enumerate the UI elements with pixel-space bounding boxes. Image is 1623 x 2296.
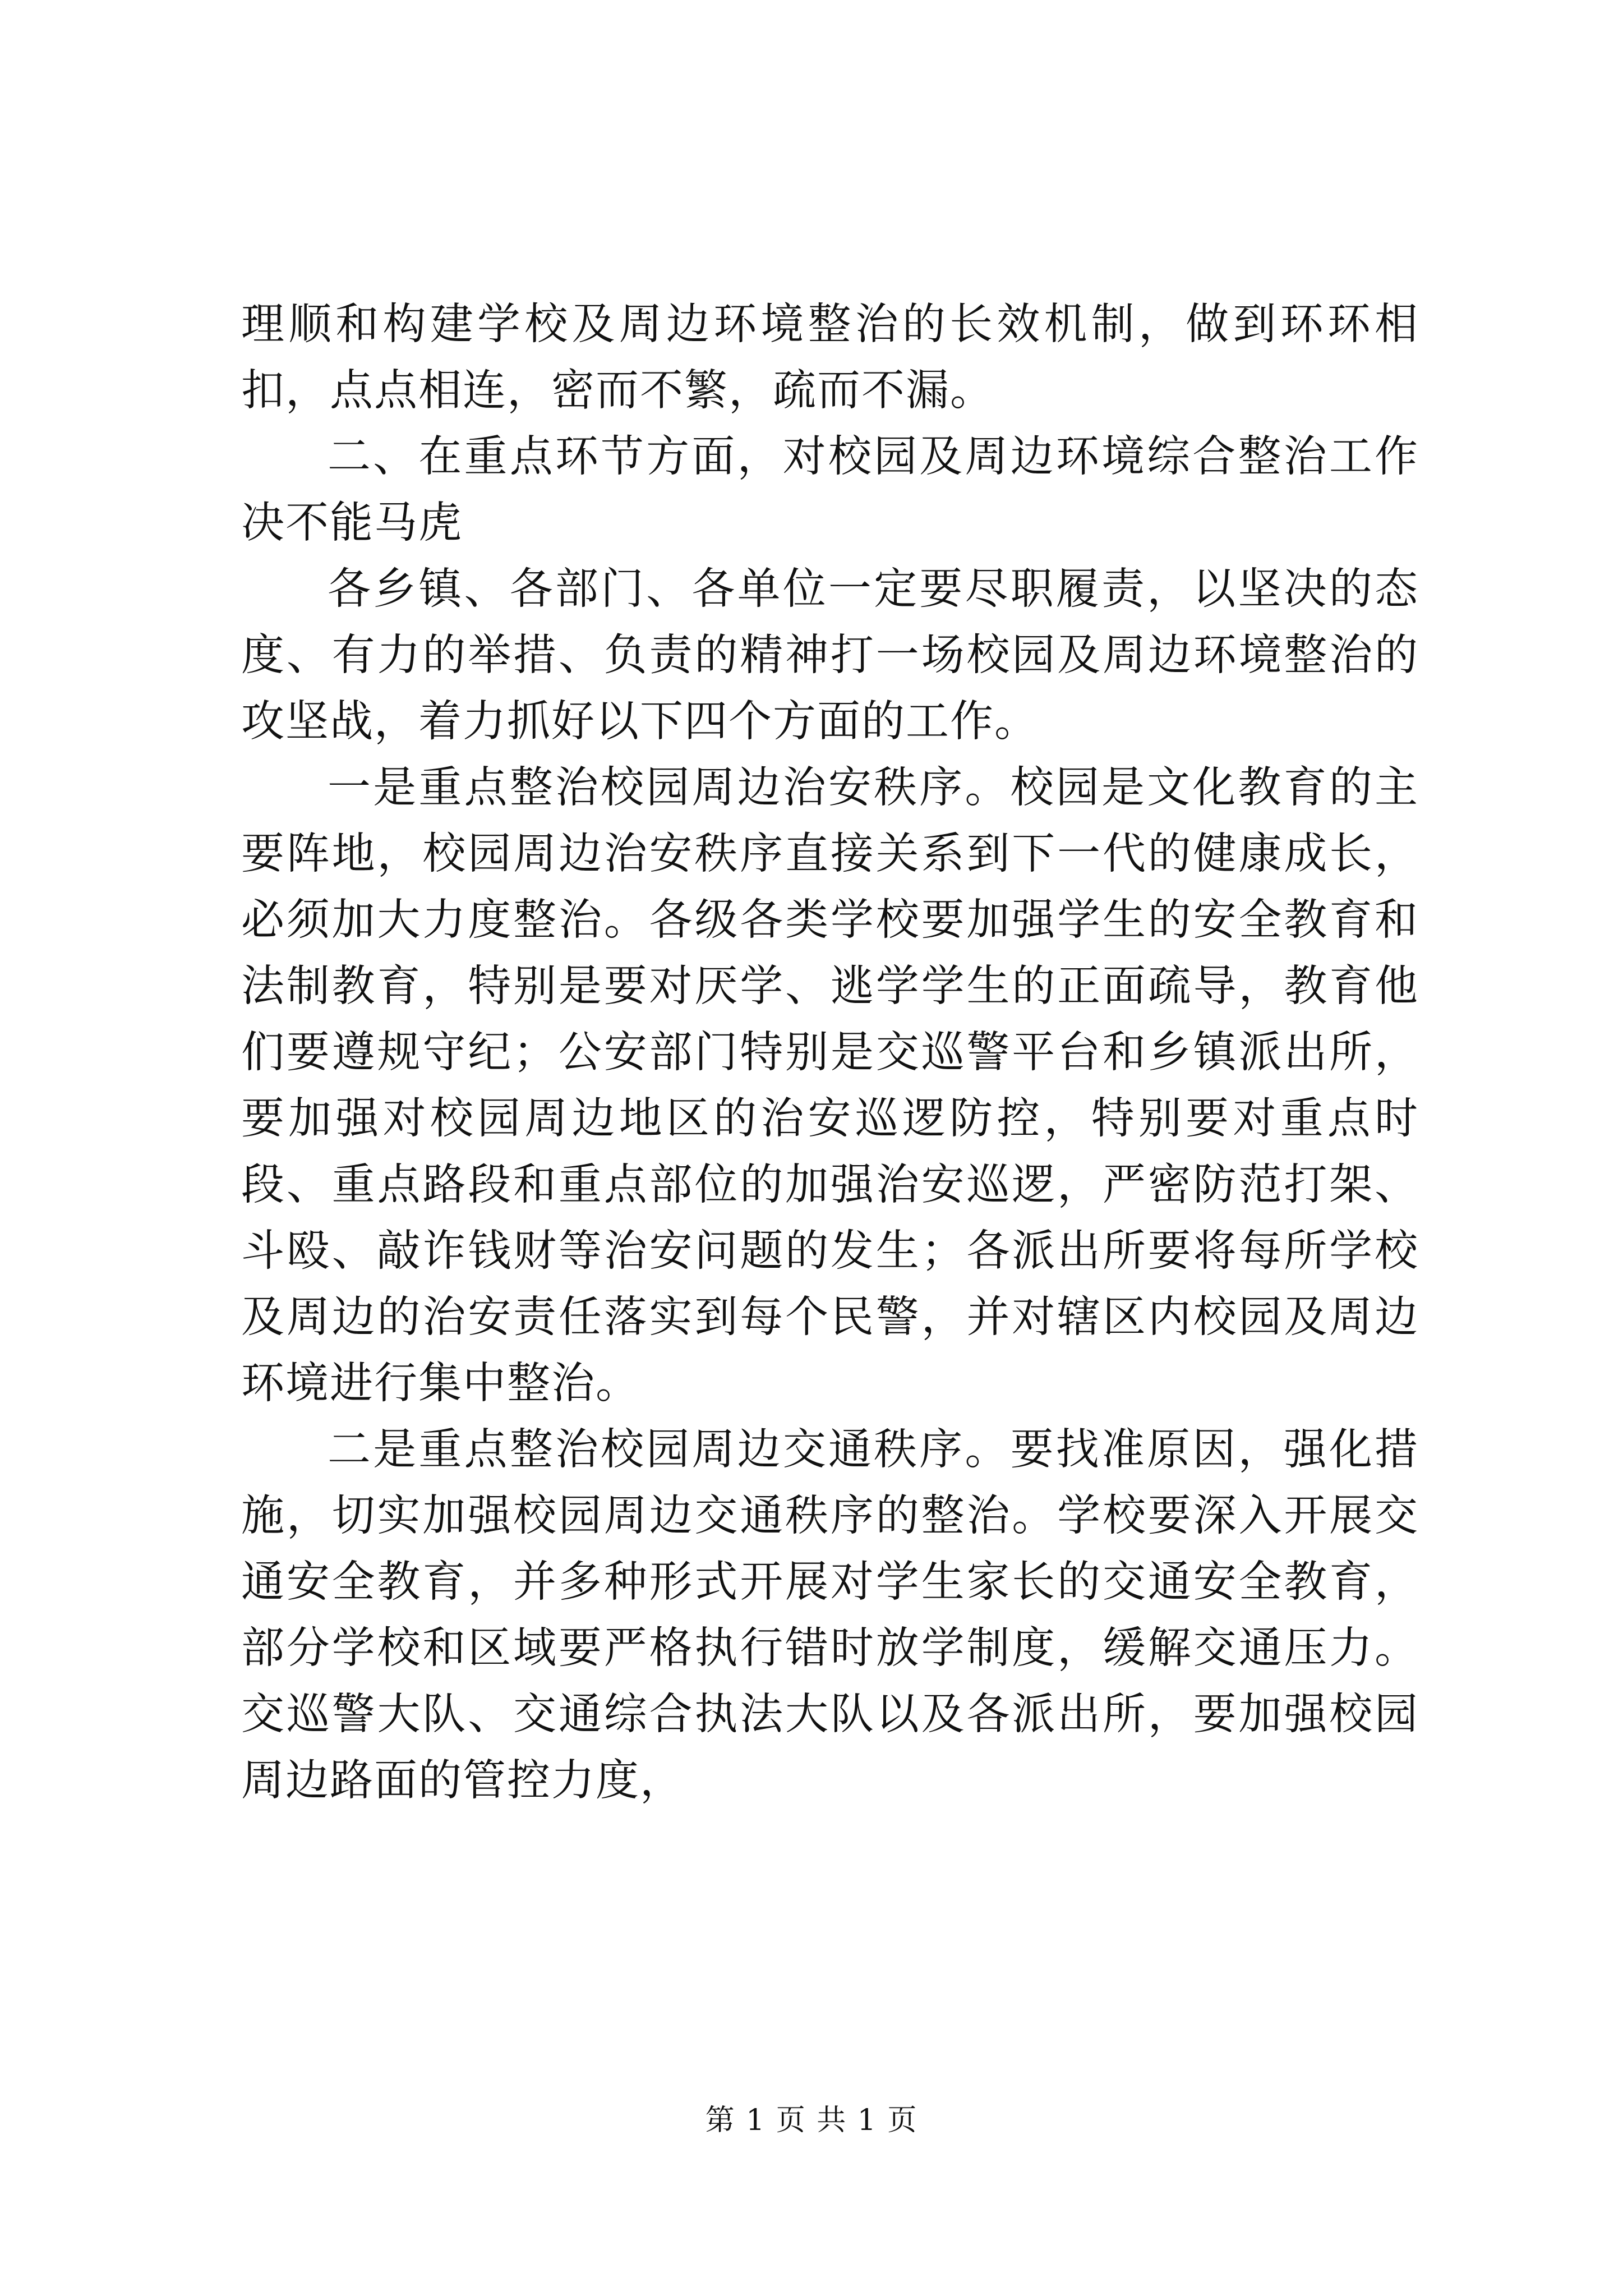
page-footer: 第 1 页 共 1 页 [705, 2104, 918, 2137]
document-body [241, 292, 1419, 1814]
paragraph-security-order: 一是重点整治校园周边治安秩序。校园是文化教育的主要阵地，校园周边治安秩序直接关系到下一代的健康成长，必须加大力度整治。各级各类学校要加强学生的安全教育和法制教育，特别是要对厌学、逃学学生的正面疏导，教育他们要遵规守纪；公安部门特别是交巡警平台和乡镇派出所，要加强对校园周边地区的治安巡逻防控，特别要对重点时段、重点路段和重点部位的加强治安巡逻，严密防范打架、斗殴、敲诈钱财等治安问题的发生；各派出所要将每所学校及周边的治安责任落实到每个民警，并对辖区内校园及周边环境进行集中整治。 [241, 763, 1419, 1409]
paragraph-intro: 各乡镇、各部门、各单位一定要尽职履责，以坚决的态度、有力的举措、负责的精神打一场校园及周边环境整治的攻坚战，着力抓好以下四个方面的工作。 [241, 564, 1419, 747]
paragraph-traffic-order: 二是重点整治校园周边交通秩序。要找准原因，强化措施，切实加强校园周边交通秩序的整治。学校要深入开展交通安全教育，并多种形式开展对学生家长的交通安全教育，部分学校和区域要严格执行错时放学制度，缓解交通压力。交巡警大队、交通综合执法大队以及各派出所，要加强校园周边路面的管控力度， [241, 1425, 1419, 1806]
paragraph-continuation: 理顺和构建学校及周边环境整治的长效机制，做到环环相扣，点点相连，密而不繁，疏而不漏。 [241, 300, 1419, 416]
section-heading: 二、在重点环节方面，对校园及周边环境综合整治工作决不能马虎 [241, 432, 1419, 548]
